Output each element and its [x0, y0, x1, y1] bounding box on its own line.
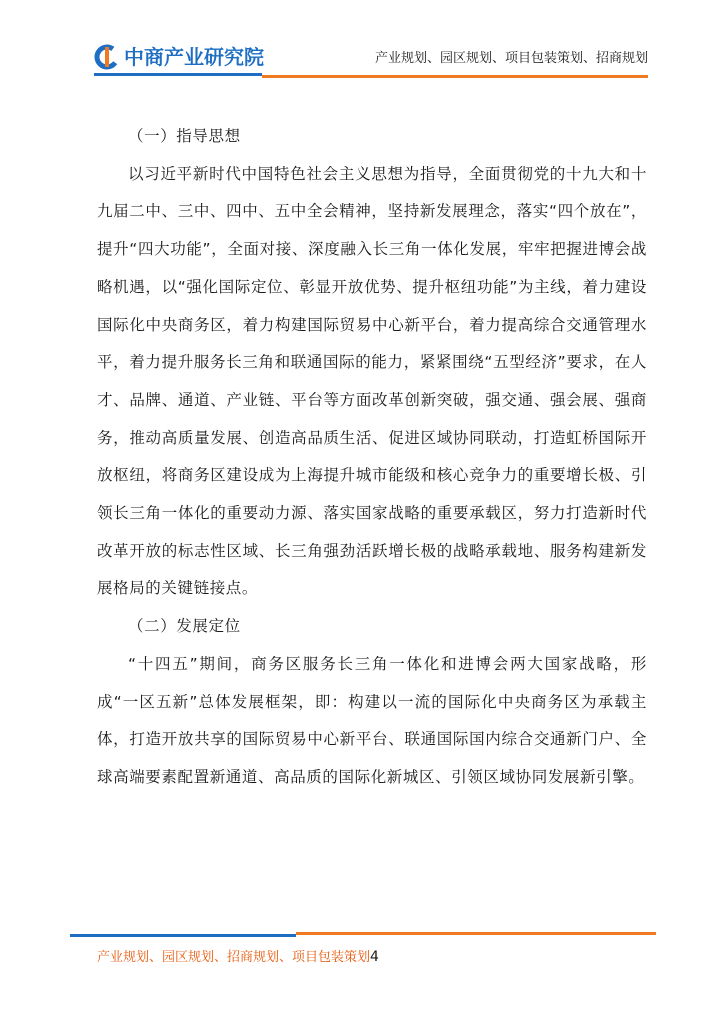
- brand-logo-icon: [94, 44, 120, 70]
- brand-logo-text: 中商产业研究院: [124, 45, 264, 69]
- section-heading-development-positioning: （二）发展定位: [128, 617, 241, 636]
- header-divider-orange: [262, 75, 648, 78]
- section-paragraph-development-positioning: “十四五”期间，商务区服务长三角一体化和进博会两大国家战略，形成“一区五新”总体发展框架，即：构建以一流的国际化中央商务区为承载主体，打造开放共享的国际贸易中心新平台、联通国际国内综合交通新门户、全球高端要素配置新通道、高品质的国际化新城区、引领区域协同发展新引擎。: [97, 654, 647, 786]
- section-paragraph-guiding-ideology: 以习近平新时代中国特色社会主义思想为指导，全面贯彻党的十九大和十九届二中、三中、四中、五中全会精神，坚持新发展理念，落实“四个放在”，提升“四大功能”，全面对接、深度融入长三角一体化发展，牢牢把握进博会战略机遇，以“强化国际定位、彰显开放优势、提升枢纽功能”为主线，着力建设国际化中央商务区，着力构建国际贸易中心新平台，着力提高综合交通管理水平，着力提升服务长三角和联通国际的能力，紧紧围绕“五型经济”要求，在人才、品牌、通道、产业链、平台等方面改革创新突破，强交通、强会展、强商务，推动高质量发展、创造高品质生活、促进区域协同联动，打造虹桥国际开放枢纽，将商务区建设成为上海提升城市能级和核心竞争力的重要增长极、引领长三角一体化的重要动力源、落实国家战略的重要承载区，努力打造新时代改革开放的标志性区域、长三角强劲活跃增长极的战略承载地、服务构建新发展格局的关键链接点。: [97, 164, 647, 598]
- page-number: 4: [370, 949, 379, 965]
- page-footer: [97, 946, 379, 965]
- footer-divider-blue: [70, 934, 296, 937]
- brand-logo: [94, 42, 264, 72]
- document-body: [97, 118, 647, 797]
- page-header: [0, 0, 724, 90]
- footer-tagline: 产业规划、园区规划、招商规划、项目包装策划: [97, 950, 371, 965]
- header-tagline: 产业规划、园区规划、项目包装策划、招商规划: [374, 51, 648, 66]
- header-divider-blue: [94, 73, 262, 76]
- section-heading-guiding-ideology: （一）指导思想: [128, 127, 241, 145]
- footer-divider-orange: [296, 932, 656, 935]
